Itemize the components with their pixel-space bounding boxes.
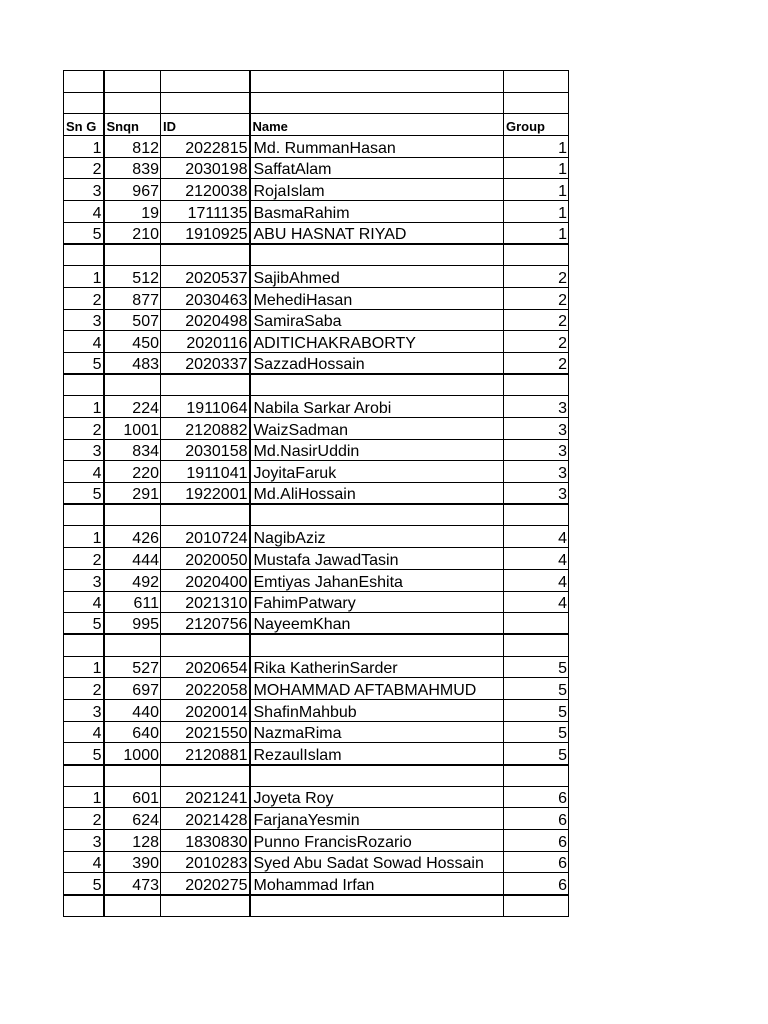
cell-id: 2120038 — [161, 179, 250, 201]
cell-name: MOHAMMAD AFTABMAHMUD — [250, 678, 504, 700]
cell-id: 2020050 — [161, 548, 250, 570]
empty-cell — [104, 765, 161, 787]
table-row — [64, 418, 569, 440]
empty-cell — [504, 244, 569, 266]
cell-name: Md.NasirUddin — [250, 439, 504, 461]
table-row — [64, 201, 569, 223]
cell-name: ABU HASNAT RIYAD — [250, 222, 504, 244]
cell-snqn: 967 — [104, 179, 161, 201]
table-row — [64, 309, 569, 331]
table-row — [64, 569, 569, 591]
empty-cell — [104, 634, 161, 656]
cell-snqn: 291 — [104, 483, 161, 505]
empty-cell — [161, 634, 250, 656]
cell-name: Joyeta Roy — [250, 786, 504, 808]
cell-name: FarjanaYesmin — [250, 808, 504, 830]
empty-cell — [504, 92, 569, 114]
cell-sn: 3 — [64, 830, 104, 852]
cell-group — [504, 613, 569, 635]
student-group-table — [63, 70, 569, 917]
cell-snqn: 601 — [104, 786, 161, 808]
cell-id: 2020275 — [161, 873, 250, 895]
table-body — [64, 71, 569, 917]
cell-id: 2020400 — [161, 569, 250, 591]
empty-cell — [64, 244, 104, 266]
blank-row — [64, 504, 569, 526]
cell-id: 2010724 — [161, 526, 250, 548]
cell-sn: 4 — [64, 591, 104, 613]
cell-snqn: 812 — [104, 136, 161, 158]
cell-group: 2 — [504, 352, 569, 374]
cell-group: 5 — [504, 699, 569, 721]
table-row — [64, 439, 569, 461]
cell-group: 2 — [504, 266, 569, 288]
blank-row — [64, 71, 569, 93]
cell-group: 2 — [504, 287, 569, 309]
cell-group: 4 — [504, 526, 569, 548]
cell-id: 2021241 — [161, 786, 250, 808]
cell-snqn: 210 — [104, 222, 161, 244]
cell-group: 6 — [504, 830, 569, 852]
cell-id: 2010283 — [161, 851, 250, 873]
cell-name: SaffatAlam — [250, 157, 504, 179]
cell-id: 2030158 — [161, 439, 250, 461]
table-row — [64, 808, 569, 830]
cell-sn: 2 — [64, 287, 104, 309]
cell-name: MehediHasan — [250, 287, 504, 309]
cell-sn: 2 — [64, 548, 104, 570]
empty-cell — [250, 244, 504, 266]
cell-group: 3 — [504, 461, 569, 483]
table-row — [64, 699, 569, 721]
cell-snqn: 473 — [104, 873, 161, 895]
cell-snqn: 483 — [104, 352, 161, 374]
cell-group: 4 — [504, 591, 569, 613]
cell-group: 3 — [504, 418, 569, 440]
header-sn: Sn G — [64, 114, 104, 136]
table-row — [64, 873, 569, 895]
cell-id: 2021550 — [161, 721, 250, 743]
cell-name: NazmaRima — [250, 721, 504, 743]
table-row — [64, 591, 569, 613]
empty-cell — [504, 634, 569, 656]
cell-id: 2030463 — [161, 287, 250, 309]
cell-sn: 5 — [64, 352, 104, 374]
cell-group: 5 — [504, 721, 569, 743]
header-id: ID — [161, 114, 250, 136]
cell-id: 1922001 — [161, 483, 250, 505]
cell-id: 2020116 — [161, 331, 250, 353]
empty-cell — [64, 92, 104, 114]
empty-cell — [64, 504, 104, 526]
header-row — [64, 114, 569, 136]
cell-sn: 4 — [64, 201, 104, 223]
blank-row — [64, 895, 569, 917]
header-name: Name — [250, 114, 504, 136]
empty-cell — [64, 895, 104, 917]
cell-name: BasmaRahim — [250, 201, 504, 223]
cell-sn: 2 — [64, 157, 104, 179]
table-row — [64, 287, 569, 309]
cell-sn: 5 — [64, 613, 104, 635]
cell-group: 1 — [504, 179, 569, 201]
cell-id: 2030198 — [161, 157, 250, 179]
cell-snqn: 512 — [104, 266, 161, 288]
table-row — [64, 266, 569, 288]
cell-group: 3 — [504, 396, 569, 418]
cell-sn: 2 — [64, 808, 104, 830]
empty-cell — [250, 92, 504, 114]
cell-id: 2020498 — [161, 309, 250, 331]
cell-group: 6 — [504, 786, 569, 808]
cell-sn: 2 — [64, 418, 104, 440]
table-row — [64, 656, 569, 678]
empty-cell — [504, 71, 569, 93]
cell-snqn: 450 — [104, 331, 161, 353]
cell-group: 5 — [504, 656, 569, 678]
header-snqn: Snqn — [104, 114, 161, 136]
cell-id: 2020014 — [161, 699, 250, 721]
cell-snqn: 19 — [104, 201, 161, 223]
cell-id: 2020337 — [161, 352, 250, 374]
empty-cell — [504, 374, 569, 396]
cell-sn: 3 — [64, 309, 104, 331]
cell-name: RojaIslam — [250, 179, 504, 201]
empty-cell — [104, 895, 161, 917]
cell-group: 5 — [504, 743, 569, 765]
cell-id: 2022058 — [161, 678, 250, 700]
cell-snqn: 1001 — [104, 418, 161, 440]
empty-cell — [64, 374, 104, 396]
cell-snqn: 440 — [104, 699, 161, 721]
cell-name: JoyitaFaruk — [250, 461, 504, 483]
empty-cell — [250, 71, 504, 93]
table-row — [64, 743, 569, 765]
empty-cell — [504, 895, 569, 917]
cell-name: Emtiyas JahanEshita — [250, 569, 504, 591]
empty-cell — [504, 765, 569, 787]
cell-sn: 5 — [64, 222, 104, 244]
cell-name: Md. RummanHasan — [250, 136, 504, 158]
cell-name: FahimPatwary — [250, 591, 504, 613]
cell-sn: 3 — [64, 179, 104, 201]
cell-name: Nabila Sarkar Arobi — [250, 396, 504, 418]
empty-cell — [104, 374, 161, 396]
cell-sn: 3 — [64, 439, 104, 461]
cell-sn: 5 — [64, 483, 104, 505]
cell-name: ADITICHAKRABORTY — [250, 331, 504, 353]
cell-id: 2022815 — [161, 136, 250, 158]
cell-group: 1 — [504, 136, 569, 158]
cell-snqn: 839 — [104, 157, 161, 179]
cell-name: Syed Abu Sadat Sowad Hossain — [250, 851, 504, 873]
table-row — [64, 157, 569, 179]
cell-sn: 1 — [64, 396, 104, 418]
cell-snqn: 492 — [104, 569, 161, 591]
cell-group: 4 — [504, 548, 569, 570]
cell-name: ShafinMahbub — [250, 699, 504, 721]
empty-cell — [250, 765, 504, 787]
header-group: Group — [504, 114, 569, 136]
empty-cell — [250, 374, 504, 396]
empty-cell — [161, 504, 250, 526]
table-row — [64, 179, 569, 201]
blank-row — [64, 765, 569, 787]
cell-snqn: 224 — [104, 396, 161, 418]
cell-id: 1910925 — [161, 222, 250, 244]
cell-id: 2120882 — [161, 418, 250, 440]
table-row — [64, 613, 569, 635]
empty-cell — [104, 244, 161, 266]
blank-row — [64, 374, 569, 396]
cell-id: 1830830 — [161, 830, 250, 852]
table-row — [64, 526, 569, 548]
empty-cell — [161, 895, 250, 917]
cell-sn: 5 — [64, 873, 104, 895]
cell-id: 1711135 — [161, 201, 250, 223]
cell-id: 2021310 — [161, 591, 250, 613]
table-row — [64, 483, 569, 505]
table-row — [64, 352, 569, 374]
cell-id: 1911041 — [161, 461, 250, 483]
cell-id: 2120881 — [161, 743, 250, 765]
cell-sn: 1 — [64, 136, 104, 158]
cell-sn: 4 — [64, 331, 104, 353]
cell-id: 2020654 — [161, 656, 250, 678]
cell-group: 5 — [504, 678, 569, 700]
cell-name: NayeemKhan — [250, 613, 504, 635]
table-row — [64, 786, 569, 808]
cell-id: 2020537 — [161, 266, 250, 288]
cell-name: Punno FrancisRozario — [250, 830, 504, 852]
cell-name: SazzadHossain — [250, 352, 504, 374]
cell-snqn: 640 — [104, 721, 161, 743]
empty-cell — [161, 374, 250, 396]
cell-snqn: 220 — [104, 461, 161, 483]
cell-group: 2 — [504, 331, 569, 353]
table-row — [64, 830, 569, 852]
empty-cell — [64, 634, 104, 656]
table-row — [64, 331, 569, 353]
cell-snqn: 995 — [104, 613, 161, 635]
empty-cell — [161, 244, 250, 266]
cell-snqn: 128 — [104, 830, 161, 852]
table-row — [64, 222, 569, 244]
cell-group: 1 — [504, 222, 569, 244]
empty-cell — [504, 504, 569, 526]
cell-name: SamiraSaba — [250, 309, 504, 331]
cell-group: 3 — [504, 483, 569, 505]
blank-row — [64, 634, 569, 656]
cell-name: SajibAhmed — [250, 266, 504, 288]
cell-group: 6 — [504, 851, 569, 873]
empty-cell — [161, 92, 250, 114]
cell-sn: 4 — [64, 721, 104, 743]
empty-cell — [250, 504, 504, 526]
empty-cell — [104, 92, 161, 114]
cell-id: 1911064 — [161, 396, 250, 418]
cell-sn: 1 — [64, 656, 104, 678]
empty-cell — [64, 71, 104, 93]
cell-sn: 4 — [64, 851, 104, 873]
cell-name: Mohammad Irfan — [250, 873, 504, 895]
cell-sn: 4 — [64, 461, 104, 483]
cell-sn: 1 — [64, 786, 104, 808]
cell-snqn: 834 — [104, 439, 161, 461]
empty-cell — [104, 504, 161, 526]
cell-name: RezaulIslam — [250, 743, 504, 765]
cell-snqn: 390 — [104, 851, 161, 873]
blank-row — [64, 244, 569, 266]
table-row — [64, 721, 569, 743]
table-row — [64, 678, 569, 700]
empty-cell — [161, 71, 250, 93]
table-row — [64, 136, 569, 158]
cell-group: 6 — [504, 873, 569, 895]
table-row — [64, 548, 569, 570]
cell-sn: 3 — [64, 699, 104, 721]
cell-name: Md.AliHossain — [250, 483, 504, 505]
empty-cell — [104, 71, 161, 93]
cell-sn: 1 — [64, 526, 104, 548]
cell-snqn: 426 — [104, 526, 161, 548]
empty-cell — [250, 895, 504, 917]
table-row — [64, 396, 569, 418]
cell-id: 2021428 — [161, 808, 250, 830]
blank-row — [64, 92, 569, 114]
cell-snqn: 1000 — [104, 743, 161, 765]
cell-name: WaizSadman — [250, 418, 504, 440]
cell-snqn: 697 — [104, 678, 161, 700]
cell-snqn: 624 — [104, 808, 161, 830]
cell-snqn: 611 — [104, 591, 161, 613]
cell-snqn: 444 — [104, 548, 161, 570]
cell-sn: 2 — [64, 678, 104, 700]
cell-id: 2120756 — [161, 613, 250, 635]
cell-sn: 3 — [64, 569, 104, 591]
table-row — [64, 851, 569, 873]
table-row — [64, 461, 569, 483]
cell-sn: 1 — [64, 266, 104, 288]
cell-group: 1 — [504, 157, 569, 179]
cell-name: Mustafa JawadTasin — [250, 548, 504, 570]
cell-sn: 5 — [64, 743, 104, 765]
cell-name: Rika KatherinSarder — [250, 656, 504, 678]
cell-group: 2 — [504, 309, 569, 331]
cell-snqn: 507 — [104, 309, 161, 331]
cell-snqn: 527 — [104, 656, 161, 678]
cell-name: NagibAziz — [250, 526, 504, 548]
cell-group: 1 — [504, 201, 569, 223]
cell-snqn: 877 — [104, 287, 161, 309]
empty-cell — [64, 765, 104, 787]
cell-group: 3 — [504, 439, 569, 461]
empty-cell — [250, 634, 504, 656]
empty-cell — [161, 765, 250, 787]
cell-group: 6 — [504, 808, 569, 830]
cell-group: 4 — [504, 569, 569, 591]
